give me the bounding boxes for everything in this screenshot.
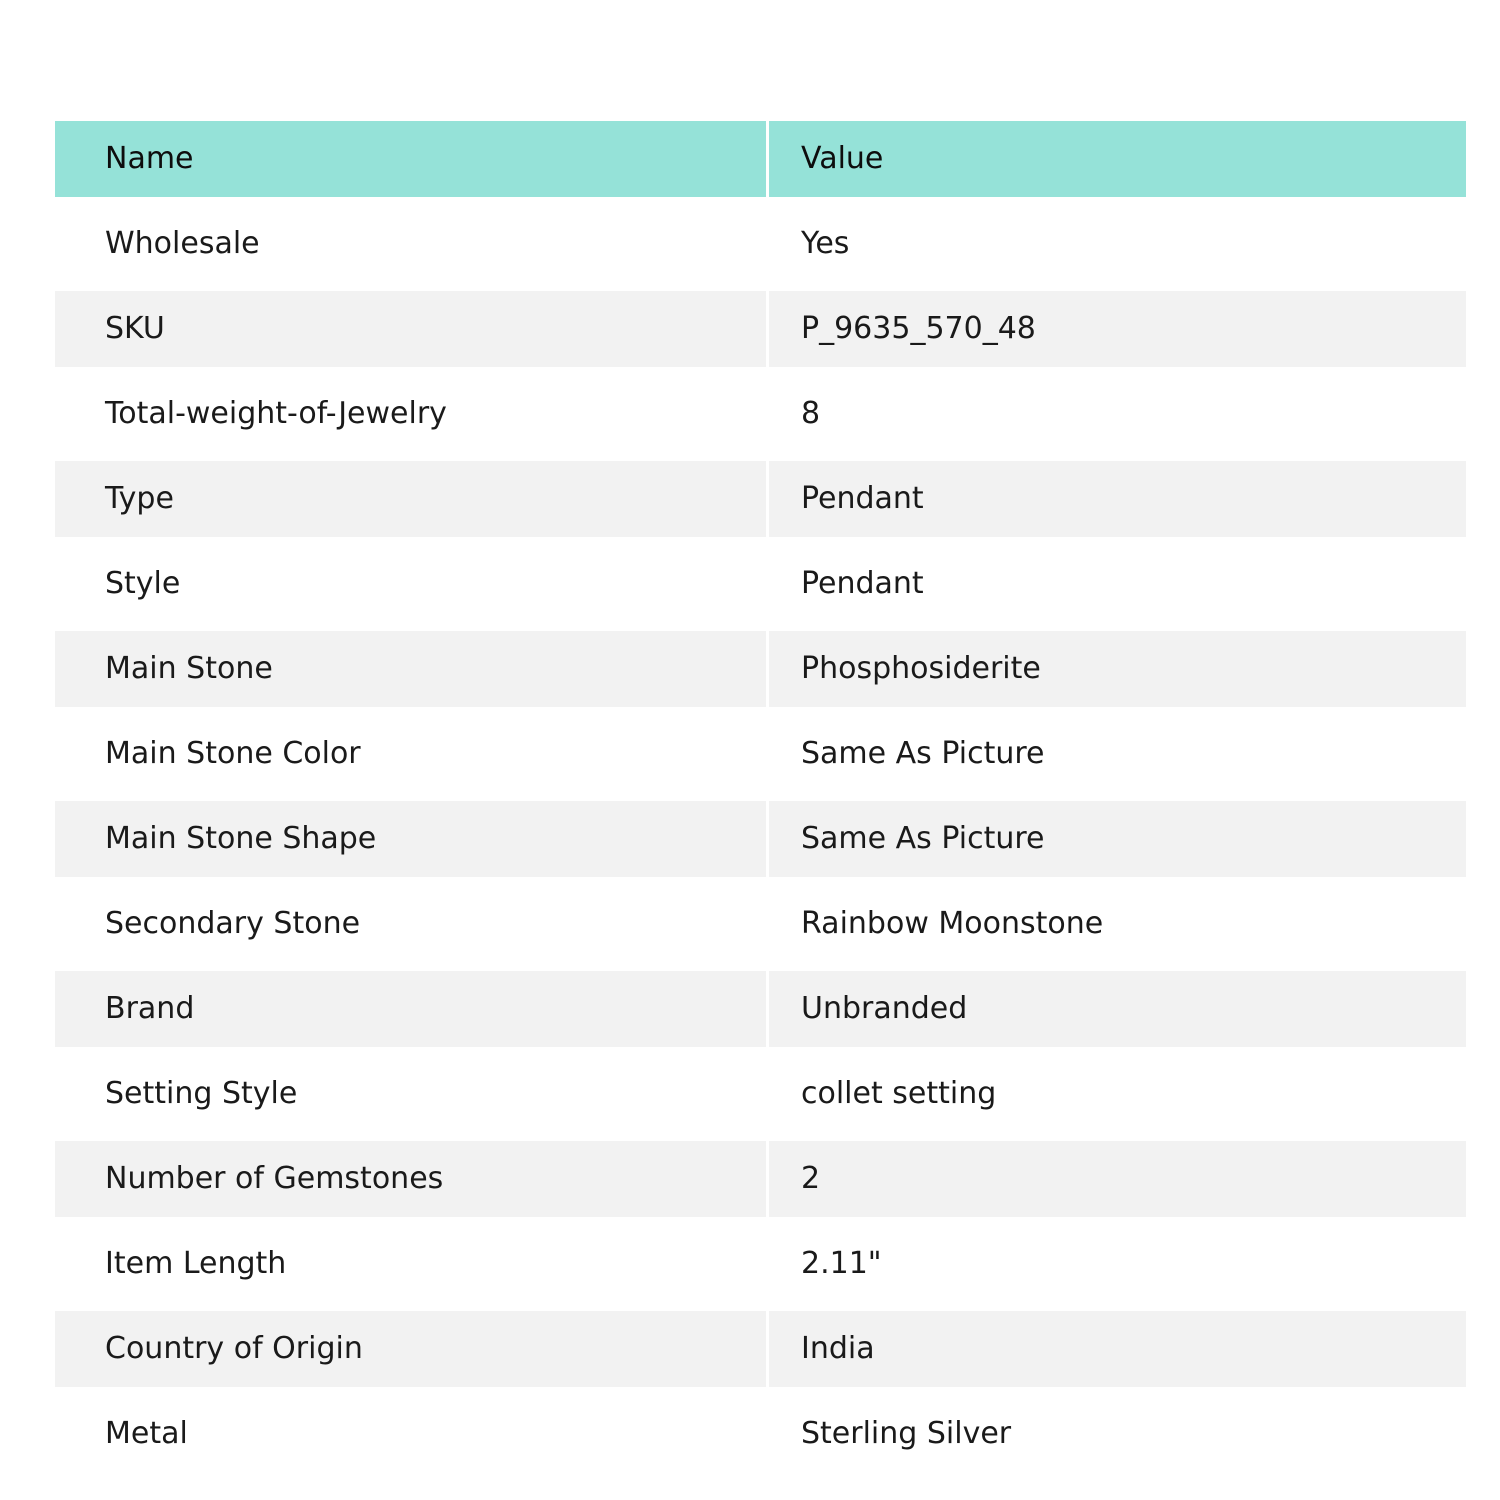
row-value-cell: Pendant <box>801 481 924 516</box>
row-name-cell: Setting Style <box>55 1047 769 1141</box>
row-name-cell: Total-weight-of-Jewelry <box>55 367 769 461</box>
row-name-cell: Wholesale <box>55 197 769 291</box>
row-name-cell: Metal <box>55 1387 769 1481</box>
row-name-cell: SKU <box>55 291 769 367</box>
header-name-cell: Name <box>55 121 769 197</box>
table-row <box>55 537 1466 631</box>
row-value-cell: 8 <box>801 396 821 431</box>
row-name-cell: Style <box>55 537 769 631</box>
row-name-cell: Main Stone Shape <box>55 801 769 877</box>
table-row <box>55 971 1466 1047</box>
table-row <box>55 801 1466 877</box>
table-row <box>55 197 1466 291</box>
row-value-cell: Pendant <box>801 566 924 601</box>
row-value-cell: India <box>801 1331 875 1366</box>
row-value-cell: Sterling Silver <box>801 1416 1012 1451</box>
row-value-cell: Unbranded <box>801 991 968 1026</box>
table-row <box>55 461 1466 537</box>
row-value-cell: Same As Picture <box>801 736 1045 771</box>
row-value-cell: Same As Picture <box>801 821 1045 856</box>
table-row <box>55 631 1466 707</box>
table-row <box>55 291 1466 367</box>
product-spec-table <box>55 121 1466 1481</box>
row-value-cell: Yes <box>801 226 850 261</box>
table-row <box>55 1311 1466 1387</box>
table-row <box>55 877 1466 971</box>
table-row <box>55 1047 1466 1141</box>
table-row <box>55 1141 1466 1217</box>
row-value-cell: 2 <box>801 1161 821 1196</box>
row-name-cell: Country of Origin <box>55 1311 769 1387</box>
row-name-cell: Item Length <box>55 1217 769 1311</box>
row-value-cell: collet setting <box>801 1076 997 1111</box>
header-value-cell: Value <box>801 141 884 176</box>
row-value-cell: Phosphosiderite <box>801 651 1041 686</box>
row-name-cell: Number of Gemstones <box>55 1141 769 1217</box>
row-value-cell: Rainbow Moonstone <box>801 906 1104 941</box>
row-name-cell: Type <box>55 461 769 537</box>
row-name-cell: Secondary Stone <box>55 877 769 971</box>
table-row <box>55 707 1466 801</box>
row-value-cell: P_9635_570_48 <box>801 311 1036 346</box>
header-row <box>55 121 1466 197</box>
table-header <box>55 121 1466 197</box>
table-row <box>55 1387 1466 1481</box>
row-value-cell: 2.11" <box>801 1246 882 1281</box>
table-body <box>55 197 1466 1481</box>
row-name-cell: Main Stone Color <box>55 707 769 801</box>
row-name-cell: Main Stone <box>55 631 769 707</box>
table-row <box>55 1217 1466 1311</box>
row-name-cell: Brand <box>55 971 769 1047</box>
table-row <box>55 367 1466 461</box>
